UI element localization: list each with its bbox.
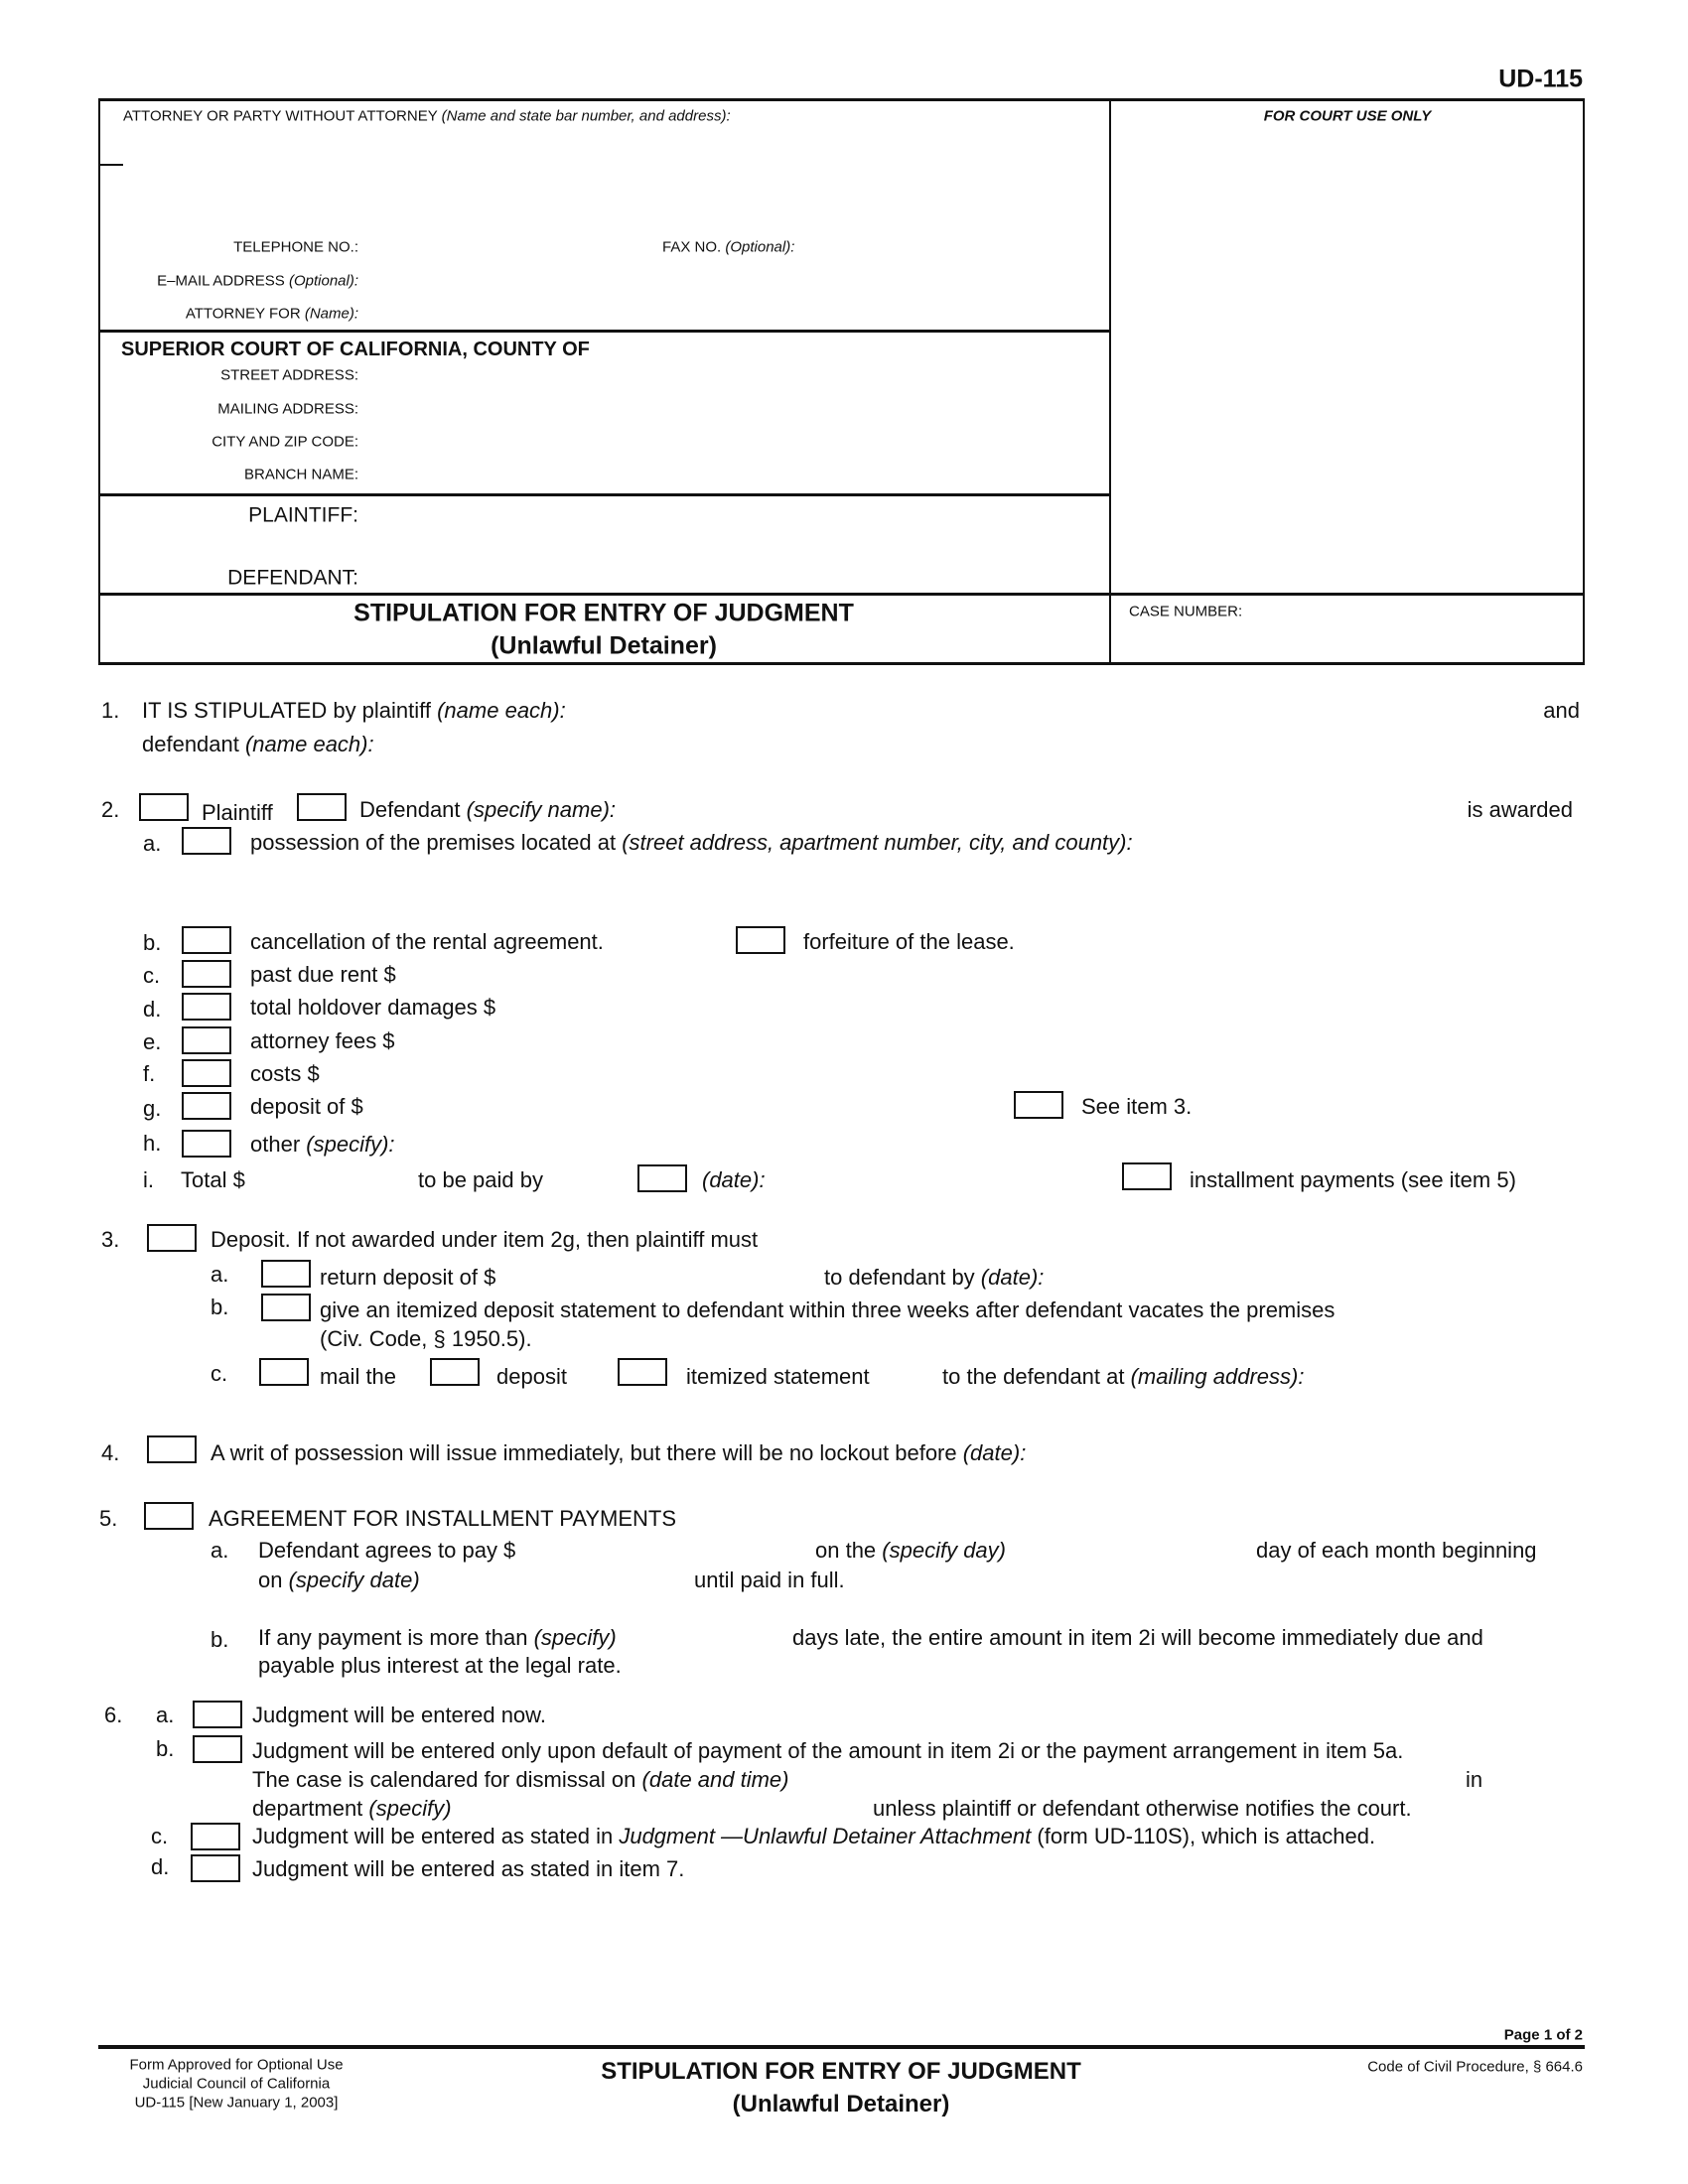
item-5a-letter: a. [211, 1538, 229, 1563]
item-2b-checkbox[interactable] [182, 926, 231, 954]
item-2g-see-item-3-checkbox[interactable] [1014, 1091, 1063, 1119]
item-3b-letter: b. [211, 1295, 229, 1319]
item-2g-letter: g. [143, 1096, 162, 1121]
item-2f-letter: f. [143, 1061, 156, 1086]
item-2d-text: total holdover damages $ [250, 995, 496, 1020]
item-6a-checkbox[interactable] [193, 1701, 242, 1728]
item-1-defendant: defendant (name each): [142, 732, 374, 756]
item-6b-unless: unless plaintiff or defendant otherwise notifies the court. [873, 1796, 1412, 1821]
branch-name-label: BRANCH NAME: [243, 466, 358, 483]
item-3a-checkbox[interactable] [261, 1260, 311, 1288]
item-3c-mail: mail the [320, 1364, 397, 1389]
item-2i-letter: i. [143, 1167, 154, 1192]
item-2b-text: cancellation of the rental agreement. [250, 929, 604, 954]
item-1-and: and [1543, 698, 1580, 723]
footer-approved-2: Judicial Council of California [142, 2075, 331, 2093]
item-2g-text: deposit of $ [250, 1094, 363, 1119]
item-2-awarded: is awarded [1467, 797, 1573, 822]
item-3a-text: return deposit of $ [320, 1265, 496, 1290]
item-6d-text: Judgment will be entered as stated in item 7. [252, 1856, 685, 1881]
email-label: E–MAIL ADDRESS (Optional): [157, 272, 358, 290]
item-2d-letter: d. [143, 997, 162, 1022]
item-1-number: 1. [101, 698, 120, 723]
item-2b-letter: b. [143, 930, 162, 955]
court-name-label: SUPERIOR COURT OF CALIFORNIA, COUNTY OF [121, 339, 590, 360]
item-3a-letter: a. [211, 1262, 229, 1287]
item-6d-checkbox[interactable] [191, 1854, 240, 1882]
item-2i-paid-by: to be paid by [418, 1167, 543, 1192]
item-6b-text: Judgment will be entered only upon default of payment of the amount in item 2i or the payment arrangement in item 5a. [252, 1738, 1404, 1763]
item-2e-text: attorney fees $ [250, 1028, 395, 1053]
fax-label: FAX NO. (Optional): [662, 238, 795, 256]
item-2g-checkbox[interactable] [182, 1092, 231, 1120]
item-3b-text-2: (Civ. Code, § 1950.5). [320, 1326, 532, 1351]
footer-code: Code of Civil Procedure, § 664.6 [1367, 2058, 1583, 2076]
caption-divider-1 [98, 330, 1111, 333]
item-2h-text: other (specify): [250, 1132, 395, 1157]
item-6a-text: Judgment will be entered now. [252, 1703, 546, 1727]
item-3c-deposit-checkbox[interactable] [430, 1358, 480, 1386]
item-3a-to-defendant: to defendant by (date): [824, 1265, 1045, 1290]
item-2h-letter: h. [143, 1131, 162, 1156]
item-6b-letter: b. [156, 1736, 175, 1761]
street-address-label: STREET ADDRESS: [220, 366, 358, 384]
mailing-address-label: MAILING ADDRESS: [217, 400, 358, 418]
item-5a-day-of-month: day of each month beginning [1256, 1538, 1537, 1563]
footer-rule [98, 2045, 1585, 2049]
plaintiff-label: PLAINTIFF: [248, 503, 358, 527]
item-6c-letter: c. [151, 1824, 169, 1848]
item-6-number: 6. [104, 1703, 123, 1727]
form-id: UD-115 [1498, 65, 1583, 93]
telephone-label: TELEPHONE NO.: [233, 238, 358, 256]
item-2f-text: costs $ [250, 1061, 320, 1086]
item-2-defendant-label: Defendant (specify name): [359, 797, 617, 822]
item-2i-total: Total $ [181, 1167, 245, 1192]
item-4-number: 4. [101, 1440, 120, 1465]
item-2f-checkbox[interactable] [182, 1059, 231, 1087]
item-2a-checkbox[interactable] [182, 827, 231, 855]
page-number: Page 1 of 2 [1503, 2026, 1583, 2044]
item-2c-letter: c. [143, 963, 161, 988]
item-3c-deposit: deposit [496, 1364, 567, 1389]
caption-box-divider [1109, 98, 1111, 665]
item-4-checkbox[interactable] [147, 1435, 197, 1463]
item-5a-until-paid: until paid in full. [694, 1568, 845, 1592]
caption-box-left [98, 98, 100, 665]
item-5-title: AGREEMENT FOR INSTALLMENT PAYMENTS [209, 1506, 677, 1531]
form-title: STIPULATION FOR ENTRY OF JUDGMENT [353, 599, 854, 627]
item-5b-text: If any payment is more than (specify) [258, 1625, 617, 1650]
item-6b-checkbox[interactable] [193, 1735, 242, 1763]
item-5a-text: Defendant agrees to pay $ [258, 1538, 516, 1563]
item-2h-checkbox[interactable] [182, 1130, 231, 1158]
item-2b-forfeiture-text: forfeiture of the lease. [803, 929, 1015, 954]
footer-approved-1: Form Approved for Optional Use [129, 2056, 344, 2074]
defendant-label: DEFENDANT: [227, 566, 358, 590]
item-2i-installment-text: installment payments (see item 5) [1190, 1167, 1516, 1192]
item-6d-letter: d. [151, 1854, 170, 1879]
caption-divider-3 [98, 593, 1585, 596]
item-5b-text-2: payable plus interest at the legal rate. [258, 1653, 622, 1678]
item-5a-on-day: on the (specify day) [815, 1538, 1006, 1563]
item-5b-letter: b. [211, 1627, 229, 1652]
item-3c-to-defendant: to the defendant at (mailing address): [942, 1364, 1305, 1389]
item-3c-checkbox[interactable] [259, 1358, 309, 1386]
item-2e-letter: e. [143, 1029, 162, 1054]
item-5a-on-date: on (specify date) [258, 1568, 420, 1592]
footer-subtitle: (Unlawful Detainer) [732, 2091, 950, 2117]
item-3b-checkbox[interactable] [261, 1294, 311, 1321]
item-5-checkbox[interactable] [144, 1502, 194, 1530]
attorney-mark [99, 164, 123, 166]
item-2a-letter: a. [143, 831, 162, 856]
item-2-plaintiff-label: Plaintiff [202, 800, 273, 825]
item-1-text: IT IS STIPULATED by plaintiff (name each): [142, 698, 566, 723]
caption-box-right [1583, 98, 1585, 665]
item-2-number: 2. [101, 797, 120, 822]
item-2-plaintiff-checkbox[interactable] [139, 793, 189, 821]
item-2i-installment-checkbox[interactable] [1122, 1162, 1172, 1190]
form-subtitle: (Unlawful Detainer) [491, 631, 717, 660]
caption-box-bottom [98, 662, 1585, 665]
item-2g-see-item-3: See item 3. [1081, 1094, 1193, 1119]
item-3c-letter: c. [211, 1361, 228, 1386]
item-2e-checkbox[interactable] [182, 1026, 231, 1054]
item-5-number: 5. [99, 1506, 118, 1531]
item-3b-text: give an itemized deposit statement to defendant within three weeks after defendant vacates the premises [320, 1297, 1336, 1322]
item-3-number: 3. [101, 1227, 120, 1252]
item-2i-date-checkbox[interactable] [637, 1164, 687, 1192]
item-6c-checkbox[interactable] [191, 1823, 240, 1850]
item-6b-text-2: The case is calendared for dismissal on (date and time) [252, 1767, 789, 1792]
attorney-label: ATTORNEY OR PARTY WITHOUT ATTORNEY (Name and state bar number, and address): [123, 107, 731, 125]
item-6b-in: in [1466, 1767, 1483, 1792]
item-2a-text: possession of the premises located at (street address, apartment number, city, and county): [250, 830, 1133, 855]
court-use-label: FOR COURT USE ONLY [1263, 107, 1432, 125]
city-zip-label: CITY AND ZIP CODE: [211, 433, 358, 451]
item-2-defendant-checkbox[interactable] [297, 793, 347, 821]
footer-title: STIPULATION FOR ENTRY OF JUDGMENT [601, 2058, 1081, 2085]
item-2i-date-label: (date): [702, 1167, 766, 1192]
case-number-label: CASE NUMBER: [1129, 603, 1243, 620]
item-2d-checkbox[interactable] [182, 993, 231, 1021]
item-3c-itemized-checkbox[interactable] [618, 1358, 667, 1386]
attorney-for-label: ATTORNEY FOR (Name): [185, 305, 358, 323]
item-6b-text-3: department (specify) [252, 1796, 452, 1821]
footer-approved-3: UD-115 [New January 1, 2003] [134, 2094, 339, 2112]
item-5b-days-late: days late, the entire amount in item 2i will become immediately due and [792, 1625, 1483, 1650]
item-6a-letter: a. [156, 1703, 175, 1727]
item-3-text: Deposit. If not awarded under item 2g, then plaintiff must [211, 1227, 759, 1252]
item-3-checkbox[interactable] [147, 1224, 197, 1252]
caption-box-top [98, 98, 1585, 101]
item-2c-checkbox[interactable] [182, 960, 231, 988]
item-6c-text: Judgment will be entered as stated in Judgment —Unlawful Detainer Attachment (form UD-110S), which is attached. [252, 1824, 1376, 1848]
caption-divider-2 [98, 493, 1111, 496]
item-2b-forfeiture-checkbox[interactable] [736, 926, 785, 954]
item-3c-itemized: itemized statement [686, 1364, 870, 1389]
item-2c-text: past due rent $ [250, 962, 396, 987]
item-4-text: A writ of possession will issue immediately, but there will be no lockout before (date): [211, 1440, 1027, 1465]
